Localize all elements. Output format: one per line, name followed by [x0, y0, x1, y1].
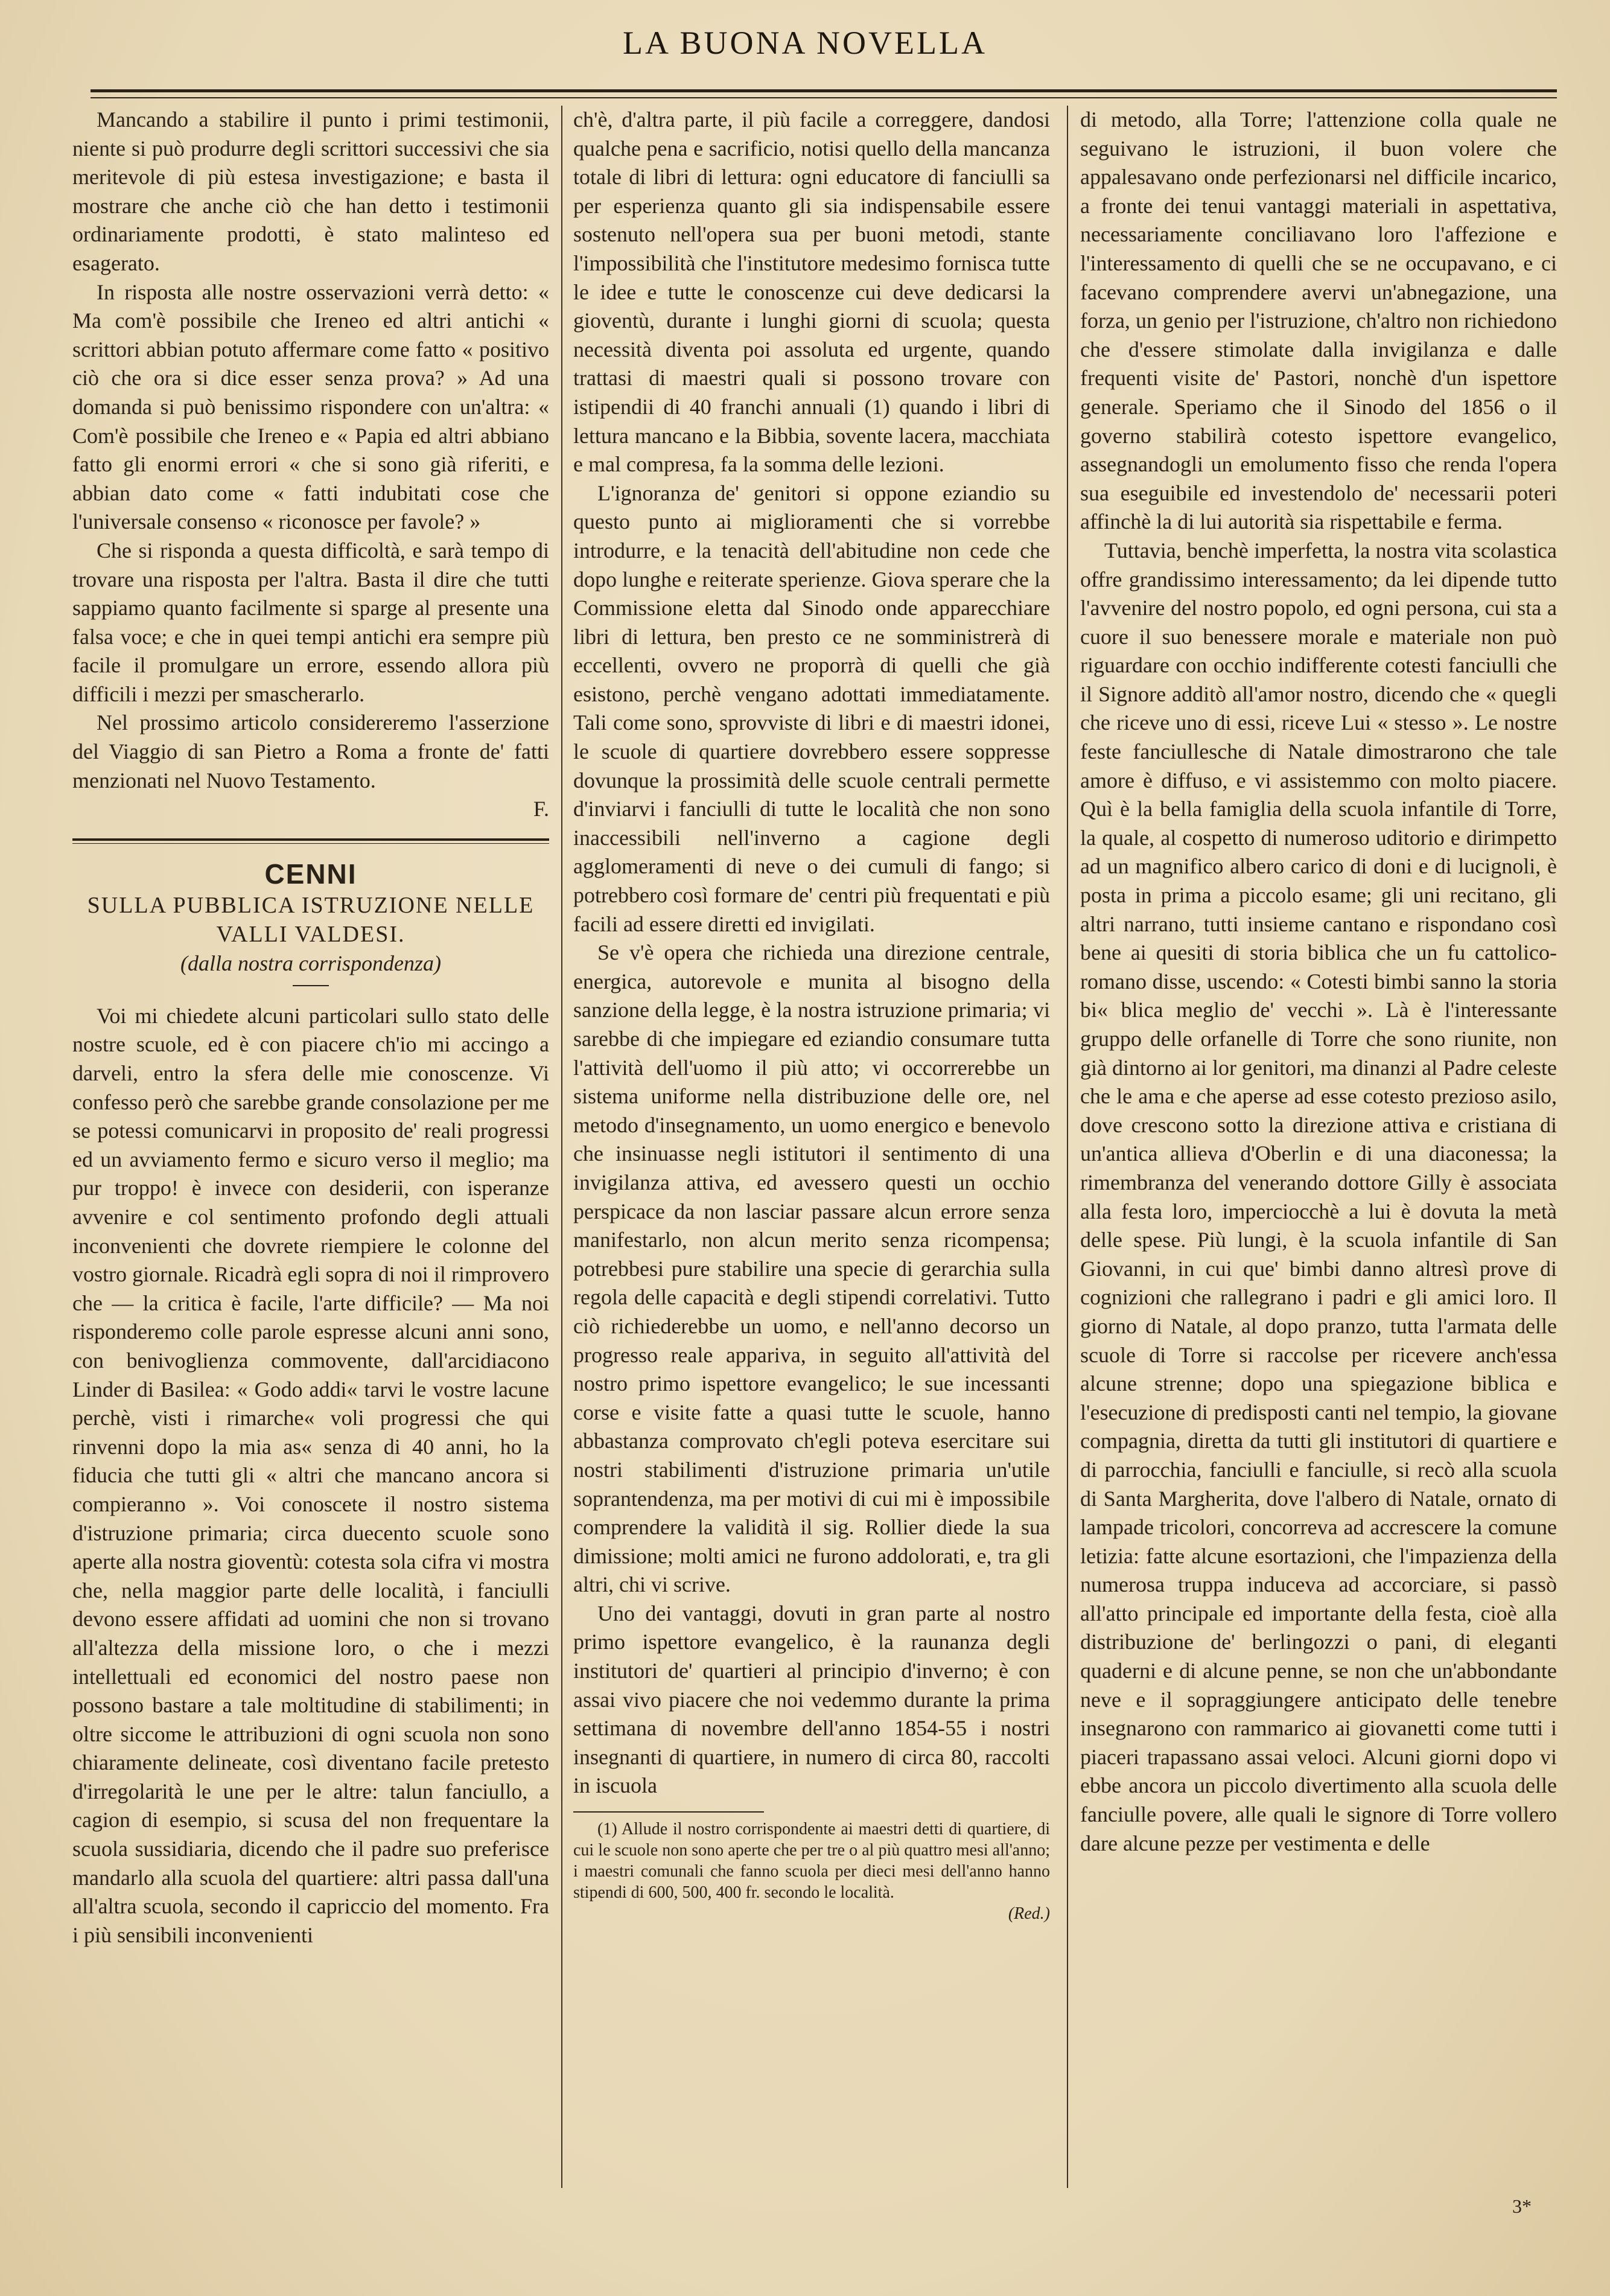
article-signature: F.: [533, 797, 549, 821]
page-header-title: LA BUONA NOVELLA: [623, 25, 987, 61]
paragraph: Nel prossimo articolo considereremo l'asserzione del Viaggio di san Pietro a Roma a fronte de' fatti menzionati nel Nuovo Testamento.: [72, 710, 549, 792]
section-title: CENNI: [264, 858, 357, 890]
paragraph: Voi mi chiedete alcuni particolari sullo stato delle nostre scuole, ed è con piacere ch'io mi accingo a darveli, entro la sfera delle mie conoscenze. Vi confesso però che sarebbe grande consolazione per me se potessi comunicarvi in proposito de' reali progressi ed un avviamento fermo e sicuro verso il meglio; ma pur troppo! è invece con desiderii, con isperanze avvenire e col sentimento profondo degli attuali inconvenienti che dovrete riempiere le colonne del vostro giornale. Ricadrà egli sopra di noi il rimprovero che — la critica è facile, l'arte difficile? — Ma noi risponderemo colle parole espresse alcuni anni sono, con benivoglienza commovente, dall'arcidiacono Linder di Basilea: « Godo addi« tarvi le vostre lacune perchè, visti i rimarche« voli progressi che qui rinvenni dopo la mia as« senza di 40 anni, ho la fiducia che tutti gli « altri che mancano ancora si compieranno ». Voi conoscete il nostro sistema d'istruzione primaria; circa duecento scuole sono aperte alla nostra gioventù: cotesta sola cifra vi mostra che, nella maggior parte delle località, i fanciulli devono essere affidati ad uomini che non si trovano all'altezza della missione loro, o che i mezzi intellettuali ed economici del nostro paese non possono bastare a tale moltitudine di stabilimenti; in oltre siccome le attribuzioni di ogni scuola non sono chiaramente delineate, così diventano facile pretesto d'irregolarità le une per le altre: talun fanciullo, a cagion di esempio, si scusa del non frequentare la scuola sussidiaria, dicendo che il padre suo preferisce mandarlo alla scuola del quartiere: altri passa dall'una all'altra scuola, secondo il capriccio del momento. Fra i più sensibili inconvenienti: [72, 1003, 549, 1947]
paragraph: L'ignoranza de' genitori si oppone eziandio su questo punto ai miglioramenti che si vorrebbe introdurre, e la tenacità dell'abitudine non cede che dopo lunghe e reiterate sperienze. Giova sperare che la Commissione eletta dal Sinodo onde apparecchiare libri di lettura, ben presto ce ne somministrerà di eccellenti, ovvero ne proporrà di quelli che già esistono, perchè vengano adottati immediatamente. Tali come sono, sprovviste di libri e di maestri idonei, le scuole di quartiere dovrebbero essere soppresse dovunque la prossimità delle scuole centrali permette d'inviarvi i fanciulli di tutte le località che non sono inaccessibili nell'inverno a cagione degli agglomeramenti di neve o dei cumuli di fango; si potrebbero così formare de' centri più frequentati e più facili ad essere diretti ed invigilati.: [573, 480, 1050, 936]
footnote: [573, 1819, 1050, 1924]
divider: [293, 985, 329, 986]
section-note: (dalla nostra corrispondenza): [180, 951, 441, 975]
paragraph: Mancando a stabilire il punto i primi testimonii, niente si può produrre degli scrittori successivi che sia meritevole di più estesa investigazione; e basta il mostrare che anche ciò che han detto i testimonii ordinariamente prodotti, è stato malinteso ed esagerato.: [72, 107, 549, 275]
page-mark: 3*: [1512, 2195, 1532, 2217]
column-divider: [1067, 106, 1068, 2188]
column-1: [72, 106, 549, 2188]
footnote-signature: (Red.): [1008, 1904, 1050, 1924]
paragraph: Che si risponda a questa difficoltà, e sarà tempo di trovare una risposta per l'altra. Basta il dire che tutti sappiamo quanto facilmente si sparge al presente una falsa voce; e che in quei tempi antichi era sempre più facile il promulgare un errore, essendo allora più difficili i mezzi per smascherarlo.: [72, 538, 549, 706]
paragraph: Se v'è opera che richieda una direzione centrale, energica, autorevole e munita al bisogno della sanzione della legge, è la nostra istruzione primaria; vi sarebbe di che impiegare ed eziandio consumare tutta l'attività dell'uomo il più atto; vi occorrerebbe un sistema uniforme nella distribuzione delle ore, nel metodo d'insegnamento, un uomo energico e benevolo che insinuasse negli istitutori il sentimento di una invigilanza attiva, ed avessero questi un occhio perspicace da non lasciar passare alcun errore senza manifestarlo, non alcun merito senza ricompensa; potrebbesi pure stabilire una specie di gerarchia sulla regola delle capacità e degli stipendi correlativi. Tutto ciò richiederebbe un uomo, e nell'anno decorso un progresso reale appariva, in seguito all'attività del nostro primo ispettore evangelico; le sue incessanti corse e visite fatte a quasi tutte le scuole, hanno abbastanza comprovato ch'egli poteva esercitare sui nostri stabilimenti d'istruzione primaria un'utile soprantendenza, ma per motivi di cui mi è impossibile comprendere la validità il sig. Rollier diede la sua dimissione; molti amici ne furono addolorati, e, tra gli altri, chi vi scrive.: [573, 940, 1050, 1597]
column-2: [573, 106, 1050, 2188]
paragraph: Uno dei vantaggi, dovuti in gran parte al nostro primo ispettore evangelico, è la raunanza degli institutori de' quartieri al principio d'inverno; è con assai vivo piacere che noi vedemmo durante la prima settimana di novembre dell'anno 1854-55 i nostri insegnanti di quartiere, in numero di circa 80, raccolti in iscuola: [573, 1601, 1050, 1798]
footnote-rule: [573, 1811, 764, 1813]
paragraph: di metodo, alla Torre; l'attenzione colla quale ne seguivano le istruzioni, il buon volere che appalesavano onde perfezionarsi nel difficile incarico, a fronte dei tenui vantaggi materiali in aspettativa, necessariamente conciliavano loro l'affezione e l'interessamento di quelli che se ne occupavano, e ci facevano comprendere avervi un'abnegazione, una forza, un genio per l'istruzione, ch'altro non richiedono che d'essere stimolate dalla invigilanza e dalle frequenti visite de' Pastori, nonchè d'un ispettore generale. Speriamo che il Sinodo del 1856 o il governo stabilirà cotesto ispettore evangelico, assegnandogli un emolumento fisso che renda l'opera sua eseguibile ed investendolo de' necessarii poteri affinchè la di lui autorità sia rispettabile e ferma.: [1080, 107, 1557, 534]
header-rule: [91, 89, 1557, 98]
paragraph: Tuttavia, benchè imperfetta, la nostra vita scolastica offre grandissimo interessamento; da lei dipende tutto l'avvenire del nostro popolo, ed ogni persona, cui sta a cuore il suo benessere morale e materiale non può riguardare con occhio indifferente cotesti fanciulli che il Signore additò all'amor nostro, dicendo che « quegli che riceve uno di essi, riceve Lui « stesso ». Le nostre feste fanciullesche di Natale dimostrarono che tale amore è diffuso, e vi assistemmo con molto piacere. Quì è la bella famiglia della scuola infantile di Torre, la quale, al cospetto di numeroso uditorio e dirimpetto ad un magnifico albero carico di doni e di lucignoli, è posta in prima a piccolo esame; gli uni recitano, gli altri narrano, tutti insieme cantano e rispondano così bene ai quesiti di storia biblica che un fu cattolico-romano disse, uscendo: « Cotesti bimbi sanno la storia bi« blica meglio de' vecchi ». Là è l'interessante gruppo delle orfanelle di Torre che sono riunite, non già dintorno ai lor genitori, ma dinanzi al Padre celeste che le ama e che aperse ad esse cotesto prezioso asilo, dove crescono sotto la direzione attiva e cristiana di un'antica allieva d'Oberlin e di una diaconessa; la rimembranza del venerando dottore Gilly è associata alla festa loro, imperciocchè a lui è dovuta la metà delle spese. Più lungi, è la scuola infantile di San Giovanni, in cui que' bimbi danno altresì prove di cognizioni che rallegrano i padri e gli amici loro. Il giorno di Natale, al dopo pranzo, tutta l'armata delle scuole di Torre si raccolse per ricevere anch'essa alcune strenne; dopo una spiegazione biblica e l'esecuzione di predisposti canti nel tempio, la giovane compagnia, diretta da tutti gli institutori di quartiere e di parrocchia, fanciulli e fanciulle, si recò alla scuola di Santa Margherita, dove l'albero di Natale, ornato di lampade tricolori, concorreva ad accrescere la comune letizia: fatte alcune esortazioni, che l'impazienza della numerosa truppa induceva ad accorciare, si passò all'atto principale ed importante della festa, cioè alla distribuzione de' berlingozzi o pani, di eleganti quaderni e di alcune penne, se non che un'abbondante neve e il sopraggiungere anticipato delle tenebre insegnarono con rammarico ai giovanetti come tutti i piaceri trapassano assai veloci. Alcuni giorni dopo vi ebbe ancora un piccolo divertimento alla scuola delle fanciulle povere, alle quali le signore di Torre vollero dare alcune pezze per vestimenta e delle: [1080, 538, 1557, 1855]
section-subtitle: SULLA PUBBLICA ISTRUZIONE NELLE VALLI VALDESI.: [87, 892, 535, 947]
column-3: [1080, 106, 1557, 2188]
paragraph: ch'è, d'altra parte, il più facile a correggere, dandosi qualche pena e sacrificio, notisi quello della mancanza totale di libri di lettura: ogni educatore di fanciulli sa per esperienza quanto gli sia indispensabile essere sostenuto nell'opera sua per buoni metodi, stante l'impossibilità che l'institutore medesimo fornisca tutte le idee e tutte le conoscenze cui deve dedicarsi la gioventù, durante i lunghi giorni di scuola; questa necessità diventa poi assoluta ed urgente, quando trattasi di maestri quali si possono trovare con istipendii di 40 franchi annuali (1) quando i libri di lettura mancano e la Bibbia, sovente lacera, macchiata e mal compresa, fa la somma delle lezioni.: [573, 107, 1050, 477]
paragraph: In risposta alle nostre osservazioni verrà detto: « Ma com'è possibile che Ireneo ed altri antichi « scrittori abbian potuto affermare come fatto « positivo ciò che ora si dice esser senza prova? » Ad una domanda si può benissimo rispondere con un'altra: « Com'è possibile che Ireneo e « Papia ed altri abbiano fatto gli enormi errori « che si sono già riferiti, e abbian dato come « fatti indubitati cose che l'universale consenso « riconosce per favole? »: [72, 279, 549, 534]
column-divider: [561, 106, 562, 2188]
section-separator: [72, 838, 549, 844]
footnote-text: (1) Allude il nostro corrispondente ai maestri detti di quartiere, di cui le scuole non sono aperte che per tre o al più quattro mesi all'anno; i maestri comunali che fanno scuola per dieci mesi dell'anno hanno stipendi di 600, 500, 400 fr. secondo le località.: [573, 1820, 1050, 1902]
